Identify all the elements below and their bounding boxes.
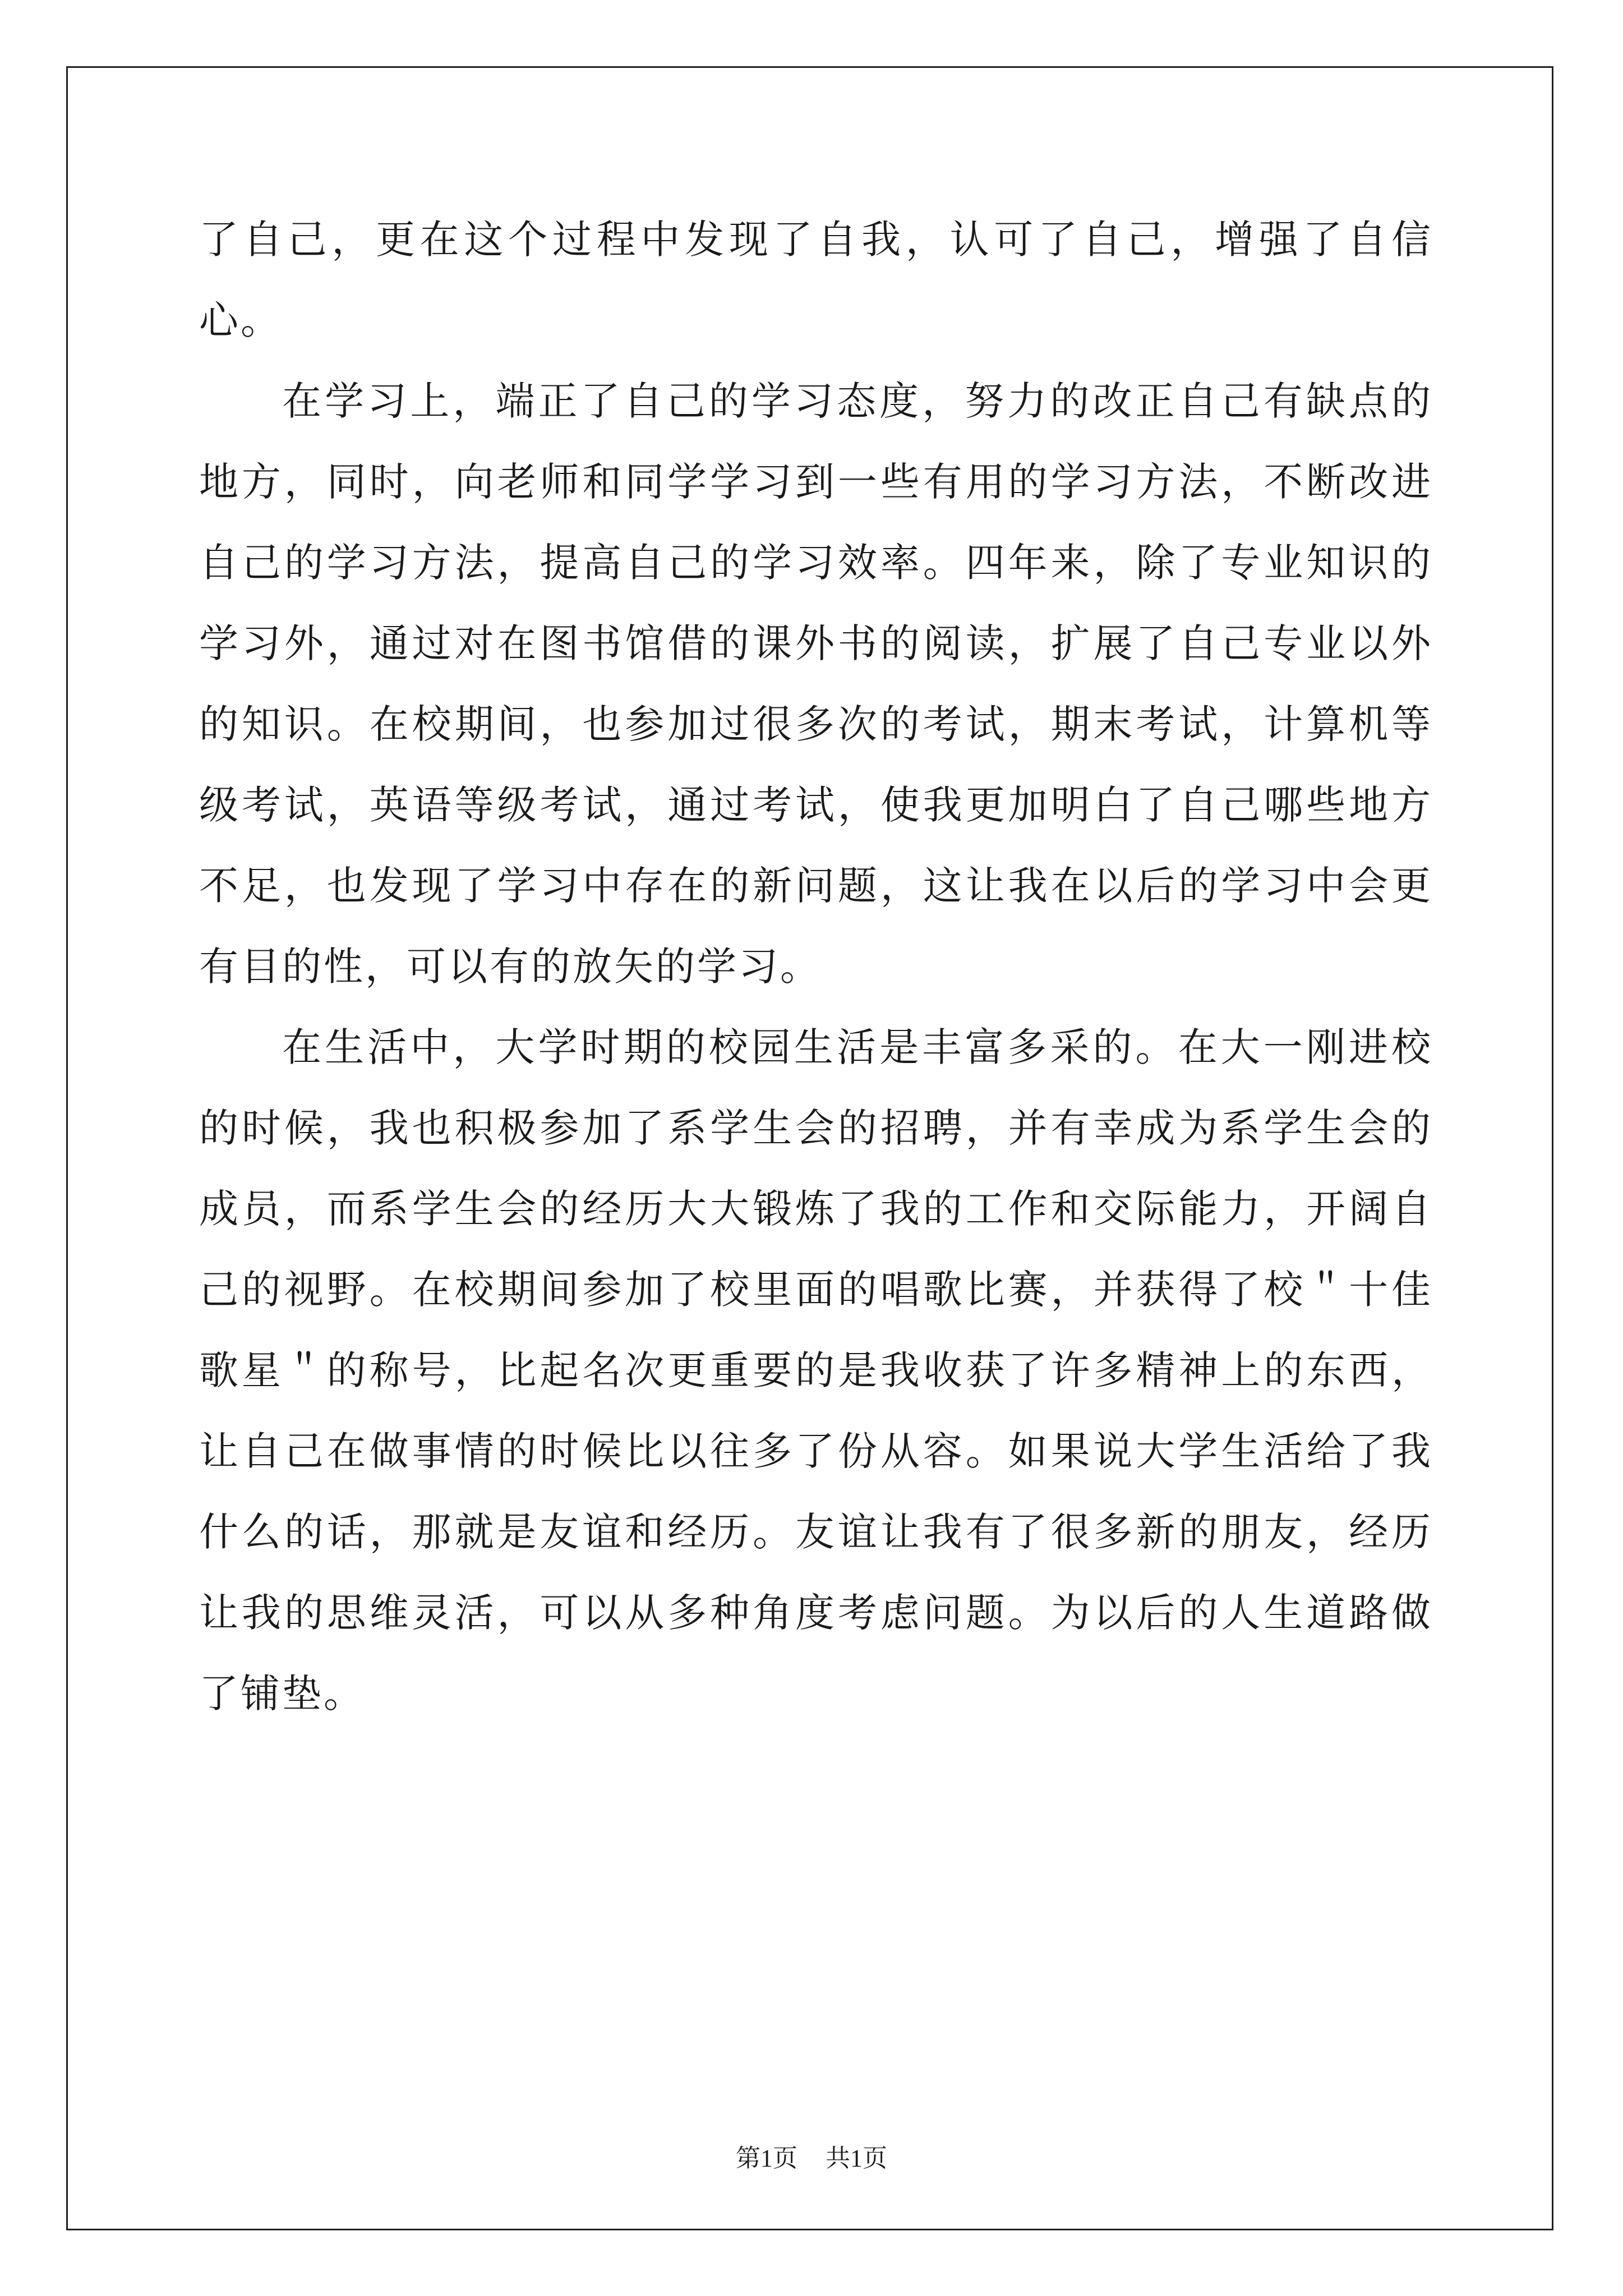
- document-body: [199, 199, 1433, 1734]
- page-number: 第1页: [736, 2145, 797, 2172]
- paragraph-3: 在生活中，大学时期的校园生活是丰富多采的。在大一刚进校的时候，我也积极参加了系学生会的招聘，并有幸成为系学生会的成员，而系学生会的经历大大锻炼了我的工作和交际能力，开阔自己的视野。在校期间参加了校里面的唱歌比赛，并获得了校＂十佳歌星＂的称号，比起名次更重要的是我收获了许多精神上的东西，让自己在做事情的时候比以往多了份从容。如果说大学生活给了我什么的话，那就是友谊和经历。友谊让我有了很多新的朋友，经历让我的思维灵活，可以从多种角度考虑问题。为以后的人生道路做了铺垫。: [199, 1024, 1433, 1717]
- paragraph-1: 了自己，更在这个过程中发现了自我，认可了自己，增强了自信心。: [199, 217, 1433, 343]
- paragraph-2: 在学习上，端正了自己的学习态度，努力的改正自己有缺点的地方，同时，向老师和同学学习到一些有用的学习方法，不断改进自己的学习方法，提高自己的学习效率。四年来，除了专业知识的学习外，通过对在图书馆借的课外书的阅读，扩展了自己专业以外的知识。在校期间，也参加过很多次的考试，期末考试，计算机等级考试，英语等级考试，通过考试，使我更加明白了自己哪些地方不足，也发现了学习中存在的新问题，这让我在以后的学习中会更有目的性，可以有的放矢的学习。: [199, 378, 1433, 990]
- page-total: 共1页: [826, 2145, 887, 2172]
- page-footer: [0, 2142, 1623, 2175]
